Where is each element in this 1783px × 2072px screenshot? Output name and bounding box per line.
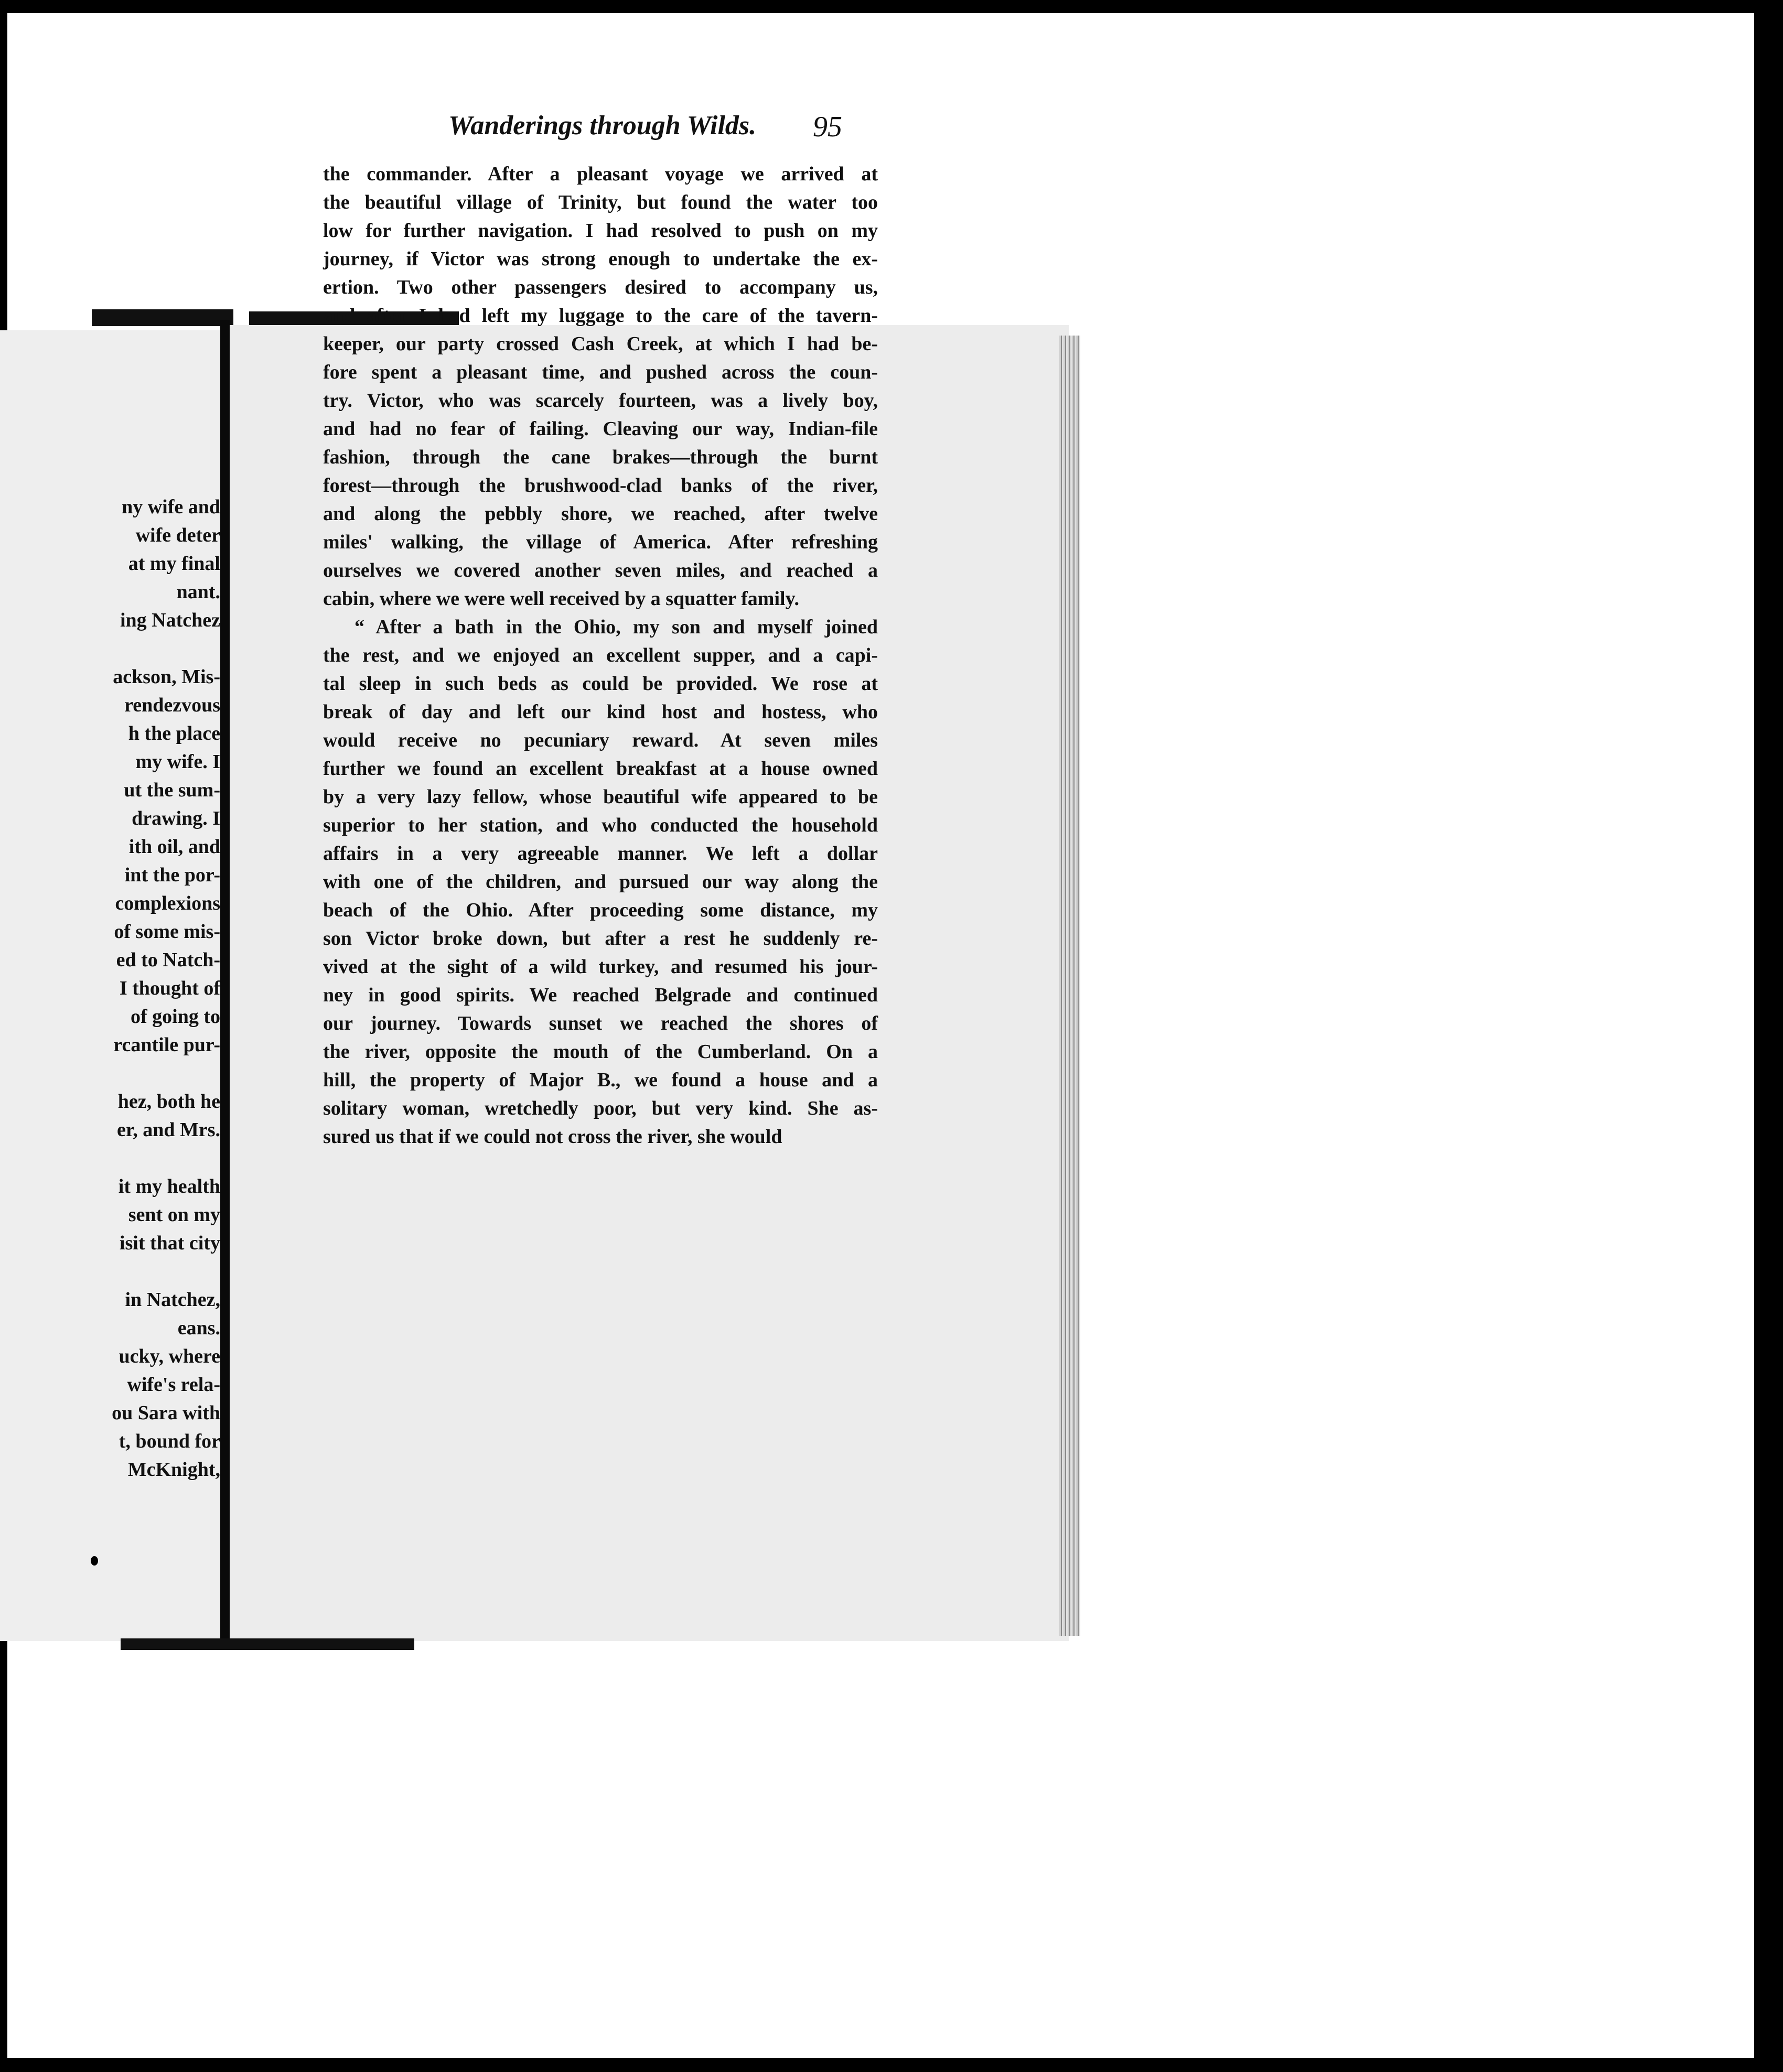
text-line: keeper, our party crossed Cash Creek, at which I had be-	[323, 333, 878, 355]
left-page-line	[0, 634, 220, 663]
text-line: tal sleep in such beds as could be provided. We rose at	[323, 673, 878, 695]
text-line: the commander. After a pleasant voyage we arrived at	[323, 163, 878, 185]
left-page-text	[0, 493, 220, 1484]
paragraph	[323, 613, 878, 1151]
left-page-line: sent on my	[128, 1204, 220, 1226]
left-page-line: hez, both he	[117, 1091, 220, 1113]
left-page-line: it my health	[118, 1175, 220, 1197]
text-line: son Victor broke down, but after a rest he suddenly re-	[323, 927, 878, 949]
text-line: and had no fear of failing. Cleaving our way, Indian-file	[323, 418, 878, 440]
text-line: beach of the Ohio. After proceeding some distance, my	[323, 899, 878, 921]
text-line: the river, opposite the mouth of the Cumberland. On a	[323, 1041, 878, 1063]
left-page-line: my wife. I	[135, 751, 220, 773]
left-page-line: eans.	[177, 1317, 220, 1339]
left-page-line: of going to	[131, 1006, 220, 1028]
text-line: superior to her station, and who conducted the household	[323, 814, 878, 836]
left-page-line: isit that city	[119, 1232, 220, 1254]
text-line: the beautiful village of Trinity, but found the water too	[323, 191, 878, 213]
left-page-line: ut the sum-	[124, 779, 220, 801]
ink-speck	[91, 1556, 98, 1566]
left-page-line: ucky, where	[119, 1345, 220, 1367]
text-line: with one of the children, and pursued our way along the	[323, 871, 878, 893]
left-page-line: McKnight,	[127, 1459, 220, 1481]
text-line: ertion. Two other passengers desired to accompany us,	[323, 276, 878, 298]
left-page-line: wife's rela-	[127, 1374, 220, 1396]
text-line: break of day and left our kind host and hostess, who	[323, 701, 878, 723]
left-page	[0, 330, 220, 1641]
text-line: ney in good spirits. We reached Belgrade and continued	[323, 984, 878, 1006]
scan-border-right	[1754, 0, 1783, 2072]
left-page-line: rendezvous	[124, 694, 220, 716]
text-line: cabin, where we were well received by a squatter family.	[323, 588, 799, 610]
text-line: and after I had left my luggage to the care of the tavern-	[323, 305, 878, 327]
left-page-line	[0, 1257, 220, 1286]
left-page-line: ackson, Mis-	[113, 666, 220, 688]
left-page-line: ou Sara with	[112, 1402, 220, 1424]
text-line: hill, the property of Major B., we found a house and a	[323, 1069, 878, 1091]
left-page-line: in Natchez,	[125, 1289, 220, 1311]
scan-border-bottom	[0, 2058, 1783, 2072]
text-line: journey, if Victor was strong enough to undertake the ex-	[323, 248, 878, 270]
scan-border-top	[0, 0, 1783, 13]
text-line: miles' walking, the village of America. After refreshing	[323, 531, 878, 553]
text-line: fore spent a pleasant time, and pushed across the coun-	[323, 361, 878, 383]
left-page-line: t, bound for	[119, 1430, 220, 1452]
text-line: affairs in a very agreeable manner. We left a dollar	[323, 843, 878, 865]
text-line: forest—through the brushwood-clad banks of the river,	[323, 474, 878, 497]
text-line: solitary woman, wretchedly poor, but very kind. She as-	[323, 1097, 878, 1119]
running-head: Wanderings through Wilds.	[448, 111, 757, 141]
text-line: fashion, through the cane brakes—through the burnt	[323, 446, 878, 468]
page-edges	[1059, 336, 1080, 1636]
text-line: ourselves we covered another seven miles, and reached a	[323, 559, 878, 581]
left-page-line: h the place	[128, 722, 220, 744]
left-page-line: at my final	[128, 553, 220, 575]
text-line: try. Victor, who was scarcely fourteen, was a lively boy,	[323, 390, 878, 412]
binding-tab-top-left	[92, 309, 233, 326]
text-line: further we found an excellent breakfast at a house owned	[323, 758, 878, 780]
left-page-line: drawing. I	[132, 807, 220, 829]
left-page-line: int the por-	[124, 864, 220, 886]
left-page-line: of some mis-	[114, 921, 220, 943]
text-line: sured us that if we could not cross the river, she would	[323, 1126, 782, 1148]
text-line: vived at the sight of a wild turkey, and resumed his jour-	[323, 956, 878, 978]
left-page-line: complexions	[115, 892, 220, 914]
left-page-line	[0, 1144, 220, 1172]
left-page-line: nant.	[176, 581, 220, 603]
left-page-line: ny wife and	[122, 496, 220, 518]
book-spine	[220, 320, 230, 1641]
text-line: “ After a bath in the Ohio, my son and myself joined	[355, 616, 878, 638]
left-page-line: ed to Natch-	[116, 949, 220, 971]
page-number: 95	[813, 111, 842, 143]
left-page-line: ing Natchez	[120, 609, 220, 631]
text-line: by a very lazy fellow, whose beautiful wife appeared to be	[323, 786, 878, 808]
text-line: the rest, and we enjoyed an excellent supper, and a capi-	[323, 644, 878, 666]
text-line: and along the pebbly shore, we reached, after twelve	[323, 503, 878, 525]
left-page-line: rcantile pur-	[113, 1034, 220, 1056]
page-body-text	[323, 160, 878, 1151]
left-page-line: wife deter	[135, 524, 220, 546]
text-line: would receive no pecuniary reward. At seven miles	[323, 729, 878, 751]
left-page-line: er, and Mrs.	[116, 1119, 220, 1141]
text-line: our journey. Towards sunset we reached the shores of	[323, 1012, 878, 1034]
paragraph	[323, 160, 878, 613]
left-page-line	[0, 1059, 220, 1087]
binding-tab-bottom	[121, 1638, 414, 1650]
left-page-line: ith oil, and	[128, 836, 220, 858]
left-page-line: I thought of	[119, 977, 220, 999]
text-line: low for further navigation. I had resolved to push on my	[323, 220, 878, 242]
